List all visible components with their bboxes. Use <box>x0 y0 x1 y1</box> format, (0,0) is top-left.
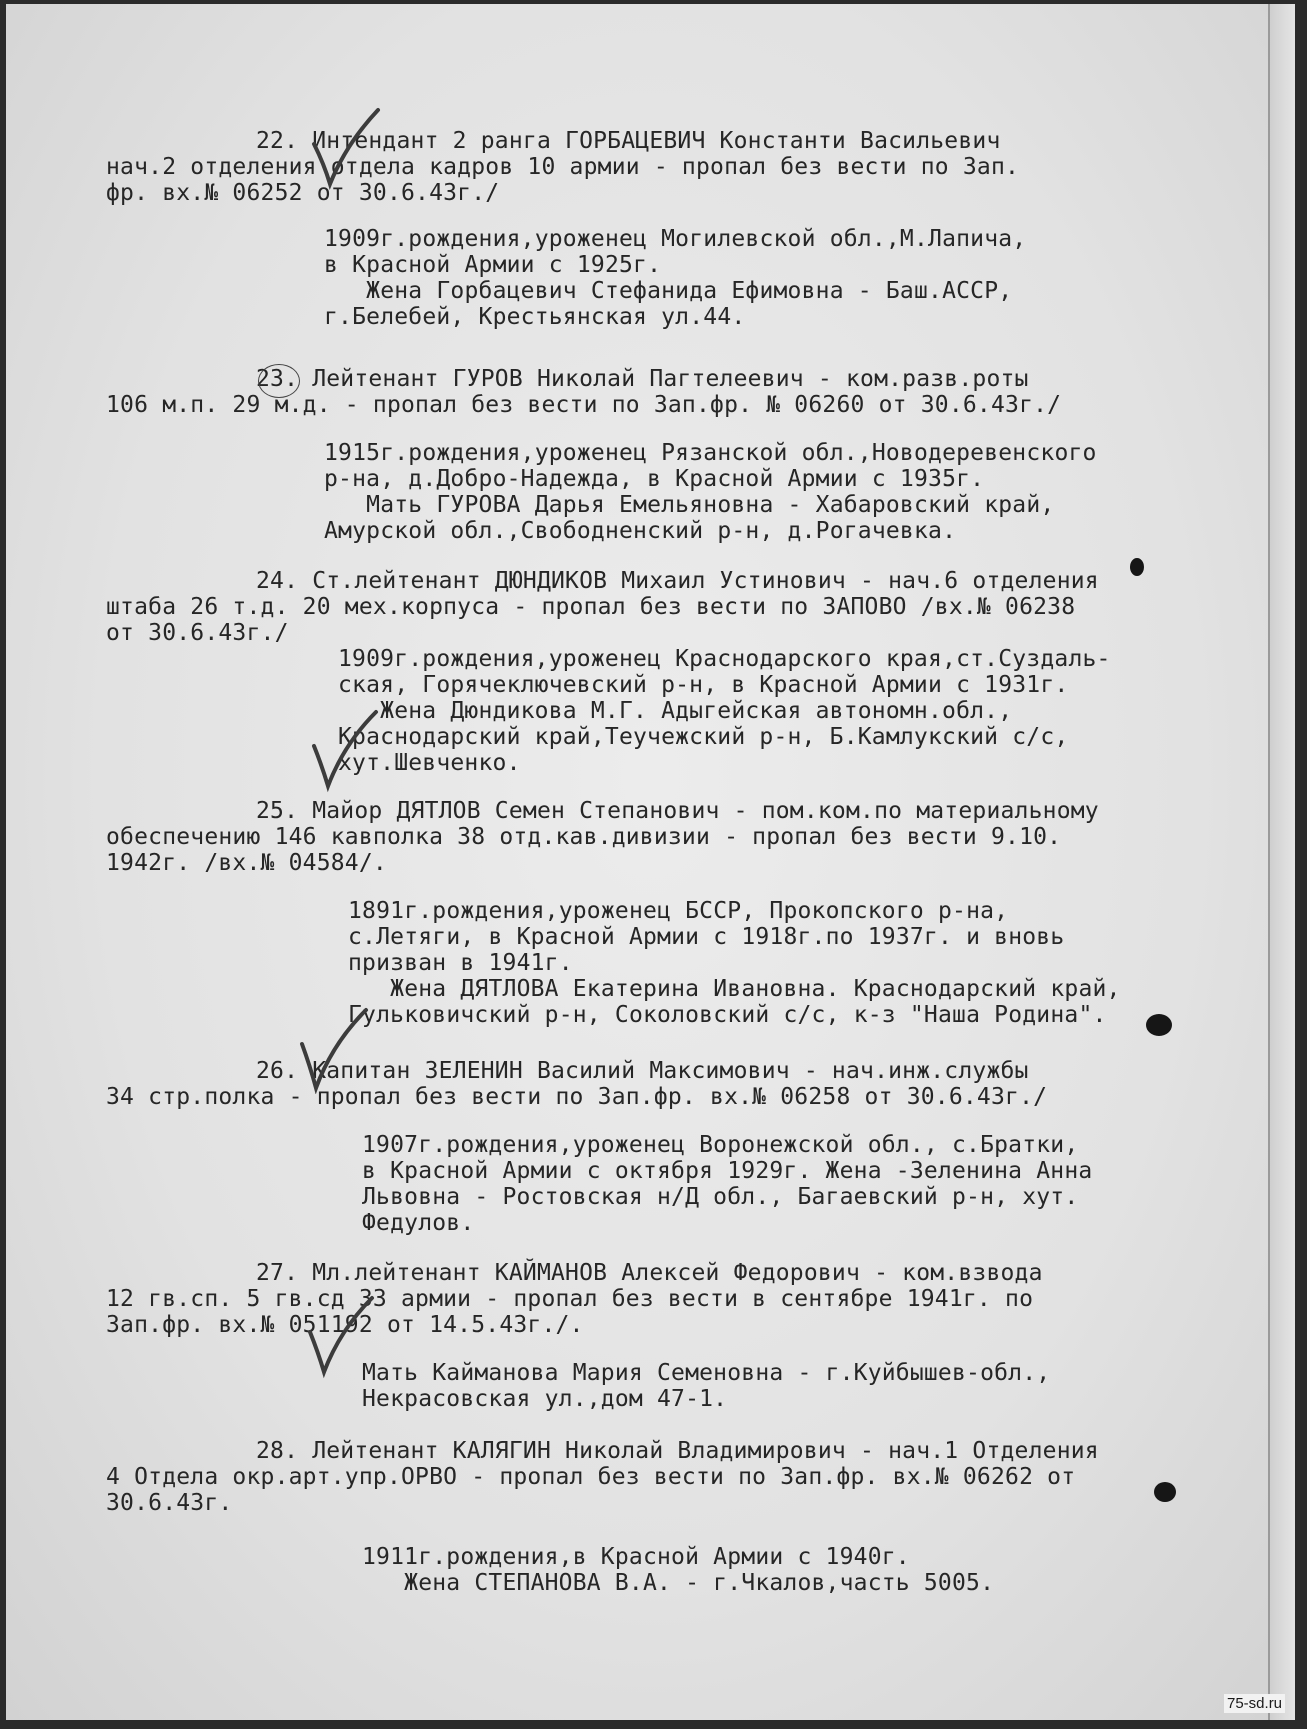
entry-detail-line: Гульковичский р-н, Соколовский с/с, к-з "Наша Родина". <box>348 1002 1107 1028</box>
entry-detail-line: Жена Дюндикова М.Г. Адыгейская автономн.обл., <box>338 698 1013 724</box>
entry-detail-line: Некрасовская ул.,дом 47-1. <box>362 1386 728 1412</box>
entry-detail-line: Мать ГУРОВА Дарья Емельяновна - Хабаровский край, <box>324 492 1055 518</box>
watermark-text: 75-sd.ru <box>1224 1694 1285 1713</box>
entry-detail-line: призван в 1941г. <box>348 950 573 976</box>
entry-27 <box>106 1260 1276 1412</box>
entry-detail-line: Краснодарский край,Теучежский р-н, Б.Камлукский с/с, <box>338 724 1069 750</box>
entry-detail-line: ская, Горячеключевский р-н, в Красной Армии с 1931г. <box>338 672 1069 698</box>
entry-detail-line: с.Летяги, в Красной Армии с 1918г.по 1937г. и вновь <box>348 924 1065 950</box>
entry-header-line: 12 гв.сп. 5 гв.сд 33 армии - пропал без вести в сентябре 1941г. по <box>106 1286 1034 1312</box>
entry-header-line: 1942г. /вх.№ 04584/. <box>106 850 387 876</box>
entry-header-line: 25. Майор ДЯТЛОВ Семен Степанович - пом.ком.по материальному <box>256 798 1099 824</box>
entry-detail-line: 1909г.рождения,уроженец Могилевской обл.,М.Лапича, <box>324 226 1027 252</box>
entry-22 <box>106 128 1276 330</box>
ink-blot <box>1130 558 1144 576</box>
handwritten-circle-mark <box>258 364 300 398</box>
entry-detail-line: Федулов. <box>362 1210 475 1236</box>
entry-detail-line: в Красной Армии с октября 1929г. Жена -Зеленина Анна <box>362 1158 1093 1184</box>
entry-detail-line: р-на, д.Добро-Надежда, в Красной Армии с 1935г. <box>324 466 985 492</box>
entry-detail-line: Жена Горбацевич Стефанида Ефимовна - Баш.АССР, <box>324 278 1013 304</box>
entry-header-line: 26. Капитан ЗЕЛЕНИН Василий Максимович - нач.инж.службы <box>256 1058 1029 1084</box>
entry-26 <box>106 1058 1276 1236</box>
entry-header-line: 23. Лейтенант ГУРОВ Николай Пагтелеевич - ком.разв.роты <box>256 366 1029 392</box>
ink-blot <box>1154 1482 1176 1502</box>
document-page <box>6 4 1295 1720</box>
entry-header-line: обеспечению 146 кавполка 38 отд.кав.дивизии - пропал без вести 9.10. <box>106 824 1062 850</box>
entry-header-line: фр. вх.№ 06252 от 30.6.43г./ <box>106 180 500 206</box>
entry-header-line: 106 м.п. 29 м.д. - пропал без вести по Зап.фр. № 06260 от 30.6.43г./ <box>106 392 1062 418</box>
entry-header-line: 22. Интендант 2 ранга ГОРБАЦЕВИЧ Константи Васильевич <box>256 128 1001 154</box>
entry-header-line: 34 стр.полка - пропал без вести по Зап.фр. вх.№ 06258 от 30.6.43г./ <box>106 1084 1048 1110</box>
entry-detail-line: Мать Кайманова Мария Семеновна - г.Куйбышев-обл., <box>362 1360 1051 1386</box>
entry-28 <box>106 1438 1276 1596</box>
entry-detail-line: 1911г.рождения,в Красной Армии с 1940г. <box>362 1544 910 1570</box>
entry-detail-line: 1907г.рождения,уроженец Воронежской обл., с.Братки, <box>362 1132 1079 1158</box>
entry-header-line: 28. Лейтенант КАЛЯГИН Николай Владимирович - нач.1 Отделения <box>256 1438 1099 1464</box>
entry-detail-line: г.Белебей, Крестьянская ул.44. <box>324 304 746 330</box>
entry-detail-line: в Красной Армии с 1925г. <box>324 252 662 278</box>
entry-detail-line: Львовна - Ростовская н/Д обл., Багаевский р-н, хут. <box>362 1184 1079 1210</box>
entry-header-line: штаба 26 т.д. 20 мех.корпуса - пропал без вести по ЗАПОВО /вх.№ 06238 <box>106 594 1076 620</box>
entry-detail-line: 1915г.рождения,уроженец Рязанской обл.,Новодеревенского <box>324 440 1097 466</box>
entry-detail-line: Жена СТЕПАНОВА В.А. - г.Чкалов,часть 5005. <box>362 1570 995 1596</box>
entry-detail-line: 1891г.рождения,уроженец БССР, Прокопского р-на, <box>348 898 1009 924</box>
entry-detail-line: Жена ДЯТЛОВА Екатерина Ивановна. Краснодарский край, <box>348 976 1121 1002</box>
entry-detail-line: хут.Шевченко. <box>338 750 521 776</box>
entry-header-line: от 30.6.43г./ <box>106 620 289 646</box>
entry-header-line: 27. Мл.лейтенант КАЙМАНОВ Алексей Федорович - ком.взвода <box>256 1260 1043 1286</box>
entry-header-line: нач.2 отделения отдела кадров 10 армии - пропал без вести по Зап. <box>106 154 1020 180</box>
entry-header-line: 30.6.43г. <box>106 1490 233 1516</box>
entry-24 <box>106 568 1276 776</box>
entry-header-line: 4 Отдела окр.арт.упр.ОРВО - пропал без вести по Зап.фр. вх.№ 06262 от <box>106 1464 1076 1490</box>
entry-header-line: 24. Ст.лейтенант ДЮНДИКОВ Михаил Устинович - нач.6 отделения <box>256 568 1099 594</box>
ink-blot <box>1146 1014 1172 1036</box>
entry-25 <box>106 798 1276 1028</box>
entry-detail-line: Амурской обл.,Свободненский р-н, д.Рогачевка. <box>324 518 957 544</box>
entry-detail-line: 1909г.рождения,уроженец Краснодарского края,ст.Суздаль- <box>338 646 1111 672</box>
entry-header-line: Зап.фр. вх.№ 051192 от 14.5.43г./. <box>106 1312 584 1338</box>
